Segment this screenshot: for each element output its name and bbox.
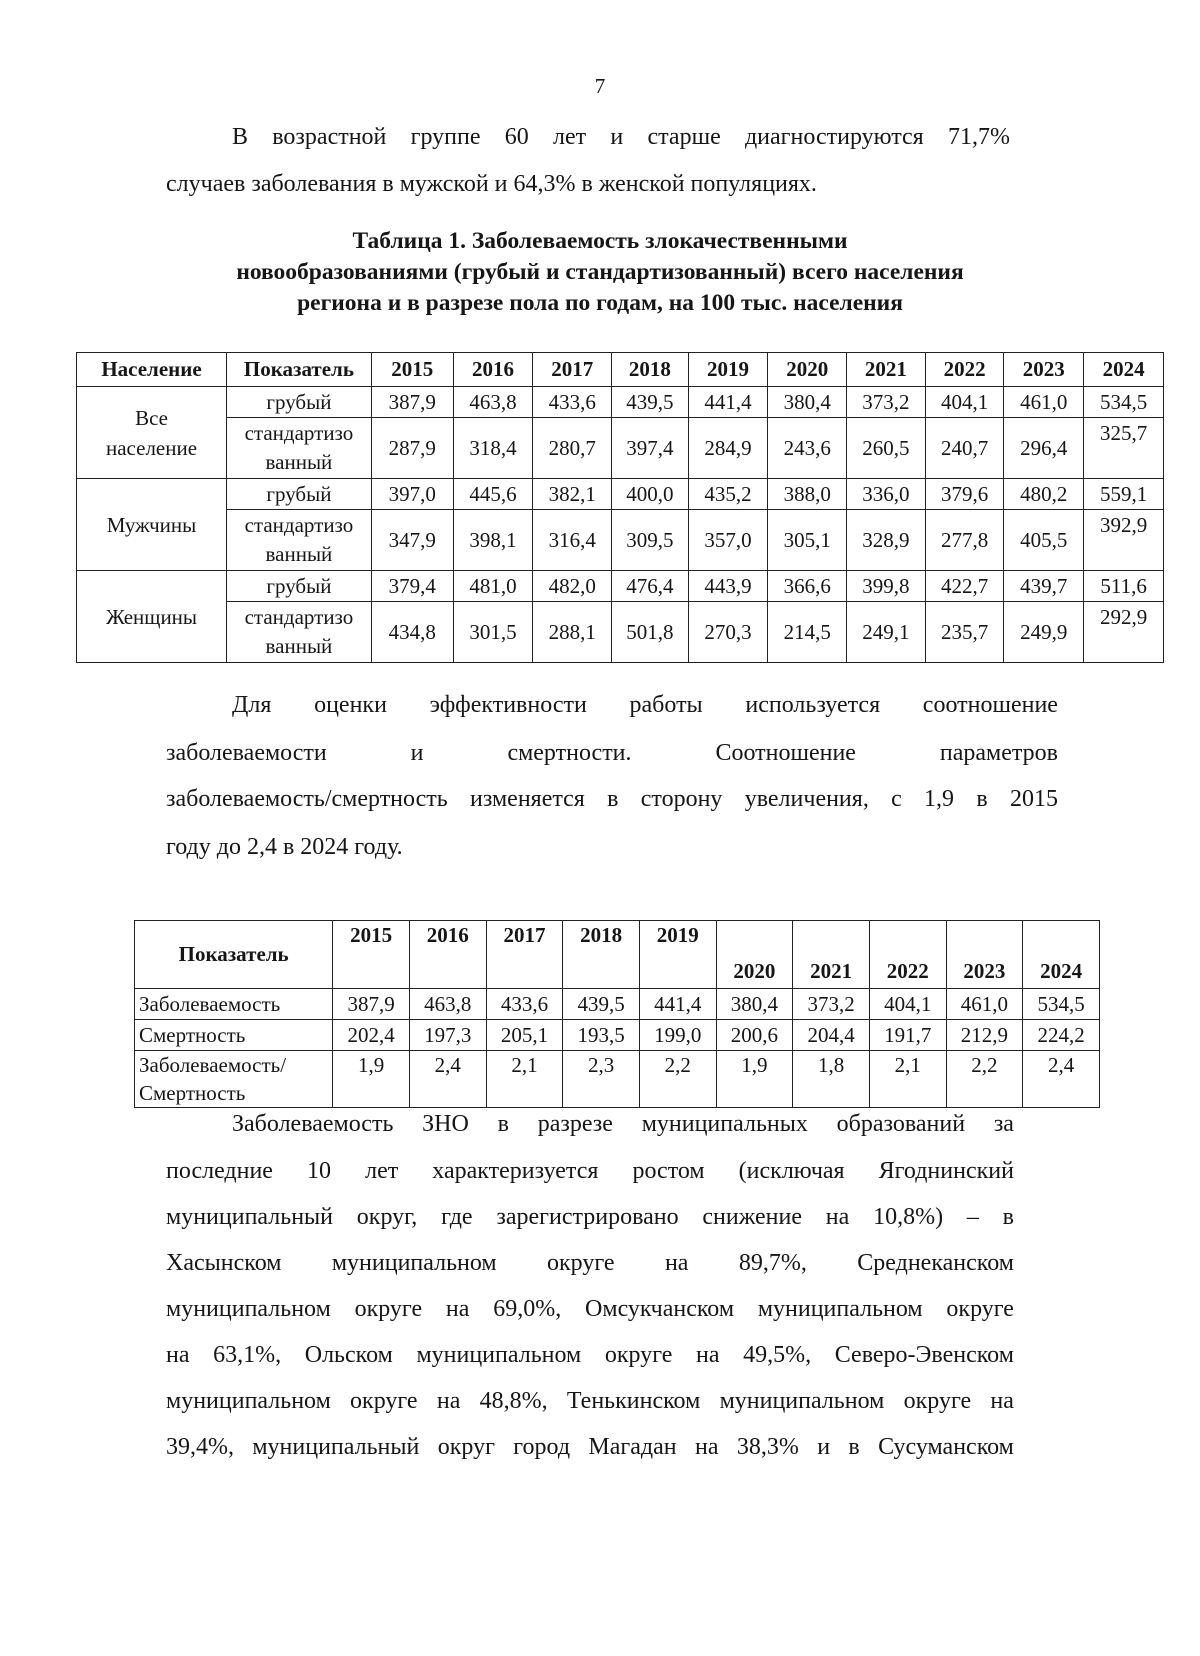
- value-cell: 277,8: [925, 510, 1004, 571]
- paragraph-ratio: [232, 692, 1058, 719]
- value-cell: 325,7: [1084, 418, 1164, 479]
- para3-line-words: [166, 1388, 1014, 1415]
- word: заболеваемости: [166, 740, 327, 766]
- value-cell: 463,8: [409, 989, 486, 1020]
- value-cell: 197,3: [409, 1020, 486, 1051]
- word: смертности.: [507, 740, 632, 766]
- para3-line: [166, 1296, 1014, 1323]
- word: 49,5%,: [743, 1342, 812, 1368]
- value-cell: 480,2: [1004, 479, 1084, 510]
- population-label-line: Мужчины: [106, 512, 197, 537]
- value-cell: 434,8: [371, 602, 453, 663]
- value-cell: 212,9: [946, 1020, 1023, 1051]
- value-cell: 2,4: [1023, 1051, 1100, 1108]
- word: В: [232, 124, 249, 150]
- word: старше: [647, 124, 721, 150]
- header-cell: 2016: [409, 921, 486, 989]
- header-cell: Показатель: [135, 921, 333, 989]
- header-cell: Показатель: [227, 353, 372, 387]
- word: используется: [745, 692, 881, 718]
- word: Среднеканском: [857, 1250, 1014, 1276]
- value-cell: 287,9: [371, 418, 453, 479]
- para2-line-4: году до 2,4 в 2024 году.: [166, 834, 403, 860]
- word: лет: [553, 124, 587, 150]
- word: –: [966, 1204, 979, 1230]
- word: Омсукчанском: [585, 1296, 735, 1322]
- value-cell: 2,1: [869, 1051, 946, 1108]
- value-cell: 235,7: [925, 602, 1004, 663]
- table1-header-row: [77, 353, 1164, 387]
- word: город: [513, 1434, 571, 1460]
- word: Заболеваемость: [232, 1111, 394, 1137]
- table1-title-line-2: новообразованиями (грубый и стандартизованный) всего населения: [236, 259, 964, 285]
- indicator-cell: [227, 510, 372, 571]
- word: 39,4%,: [166, 1434, 234, 1460]
- value-cell: 398,1: [453, 510, 533, 571]
- value-cell: 388,0: [768, 479, 847, 510]
- word: группе: [410, 124, 481, 150]
- word: параметров: [939, 740, 1058, 766]
- word: округе: [350, 1388, 418, 1414]
- word: Сусуманском: [878, 1434, 1014, 1460]
- value-cell: 243,6: [768, 418, 847, 479]
- word: работы: [629, 692, 703, 718]
- word: последние: [166, 1158, 273, 1184]
- word: увеличения,: [744, 786, 869, 812]
- word: соотношение: [922, 692, 1058, 718]
- word: сторону: [640, 786, 723, 812]
- value-cell: 288,1: [533, 602, 612, 663]
- table-row: [77, 387, 1164, 418]
- table-row: [77, 479, 1164, 510]
- word: в: [607, 786, 619, 812]
- header-cell: 2022: [869, 921, 946, 989]
- table1-title-line-1: Таблица 1. Заболеваемость злокачественными: [352, 228, 848, 254]
- header-cell: 2020: [716, 921, 793, 989]
- word: (исключая: [738, 1158, 845, 1184]
- value-cell: 387,9: [333, 989, 410, 1020]
- row-label-line: Смертность: [139, 1081, 246, 1105]
- para3-line: [166, 1388, 1014, 1415]
- header-cell: 2023: [1004, 353, 1084, 387]
- value-cell: 435,2: [688, 479, 768, 510]
- value-cell: 441,4: [688, 387, 768, 418]
- para3-line: [166, 1204, 1014, 1231]
- value-cell: 439,5: [563, 989, 640, 1020]
- value-cell: 193,5: [563, 1020, 640, 1051]
- word: в: [1002, 1204, 1014, 1230]
- header-cell: Население: [77, 353, 227, 387]
- value-cell: 199,0: [639, 1020, 716, 1051]
- value-cell: 443,9: [688, 571, 768, 602]
- word: 10: [307, 1158, 332, 1184]
- value-cell: 357,0: [688, 510, 768, 571]
- value-cell: 397,0: [371, 479, 453, 510]
- word: зарегистрировано: [496, 1204, 679, 1230]
- word: эффективности: [429, 692, 587, 718]
- indicator-line: ванный: [265, 542, 333, 566]
- value-cell: 2,1: [486, 1051, 563, 1108]
- value-cell: 191,7: [869, 1020, 946, 1051]
- value-cell: 433,6: [486, 989, 563, 1020]
- para3-line-words: [166, 1250, 1014, 1277]
- word: 38,3%: [736, 1434, 799, 1460]
- word: в: [848, 1434, 860, 1460]
- word: диагностируются: [744, 124, 924, 150]
- value-cell: 280,7: [533, 418, 612, 479]
- word: муниципальный: [252, 1434, 420, 1460]
- word: 10,8%): [873, 1204, 944, 1230]
- population-label-line: Женщины: [105, 604, 198, 629]
- table-row: [135, 1020, 1100, 1051]
- value-cell: 476,4: [612, 571, 689, 602]
- word: заболеваемость/смертность: [166, 786, 448, 812]
- value-cell: 387,9: [371, 387, 453, 418]
- value-cell: 205,1: [486, 1020, 563, 1051]
- word: муниципальных: [641, 1111, 808, 1137]
- row-label: Заболеваемость: [135, 989, 333, 1020]
- word: оценки: [314, 692, 387, 718]
- header-cell: 2015: [333, 921, 410, 989]
- value-cell: 439,7: [1004, 571, 1084, 602]
- value-cell: 441,4: [639, 989, 716, 1020]
- para3-line: [166, 1342, 1014, 1369]
- header-cell: 2018: [563, 921, 640, 989]
- word: Северо-Эвенском: [834, 1342, 1014, 1368]
- row-label: [135, 1051, 333, 1108]
- value-cell: 379,4: [371, 571, 453, 602]
- value-cell: 2,3: [563, 1051, 640, 1108]
- value-cell: 382,1: [533, 479, 612, 510]
- word: снижение: [702, 1204, 803, 1230]
- para3-line-words: [166, 1158, 1014, 1185]
- word: где: [441, 1204, 473, 1230]
- value-cell: 318,4: [453, 418, 533, 479]
- row-label-line: Заболеваемость/: [139, 1053, 287, 1077]
- word: изменяется: [470, 786, 585, 812]
- word: и: [610, 124, 624, 150]
- value-cell: 1,8: [793, 1051, 870, 1108]
- value-cell: 200,6: [716, 1020, 793, 1051]
- value-cell: 296,4: [1004, 418, 1084, 479]
- value-cell: 461,0: [1004, 387, 1084, 418]
- value-cell: 2,4: [409, 1051, 486, 1108]
- value-cell: 405,5: [1004, 510, 1084, 571]
- value-cell: 292,9: [1084, 602, 1164, 663]
- value-cell: 397,4: [612, 418, 689, 479]
- table-row: [77, 418, 1164, 479]
- value-cell: 301,5: [453, 602, 533, 663]
- value-cell: 305,1: [768, 510, 847, 571]
- value-cell: 373,2: [847, 387, 926, 418]
- value-cell: 202,4: [333, 1020, 410, 1051]
- table-row: [135, 989, 1100, 1020]
- para3-line-words: [166, 1296, 1014, 1323]
- para2-line-1: [232, 692, 1058, 719]
- table2-header-row: [135, 921, 1100, 989]
- value-cell: 204,4: [793, 1020, 870, 1051]
- table1-title: [150, 226, 1050, 319]
- value-cell: 224,2: [1023, 1020, 1100, 1051]
- para1-line-1: [232, 124, 1010, 151]
- row-label: Смертность: [135, 1020, 333, 1051]
- word: муниципальном: [757, 1296, 923, 1322]
- value-cell: 309,5: [612, 510, 689, 571]
- word: округ: [437, 1434, 495, 1460]
- value-cell: 2,2: [946, 1051, 1023, 1108]
- header-cell: 2021: [847, 353, 926, 387]
- indicator-cell: [227, 602, 372, 663]
- word: на: [990, 1388, 1014, 1414]
- word: 69,0%,: [493, 1296, 562, 1322]
- word: округе: [547, 1250, 615, 1276]
- word: за: [993, 1111, 1014, 1137]
- word: ЗНО: [422, 1111, 469, 1137]
- word: Хасынском: [166, 1250, 282, 1276]
- value-cell: 336,0: [847, 479, 926, 510]
- word: Для: [232, 692, 272, 718]
- table1-title-line-3: региона и в разрезе пола по годам, на 100 тыс. населения: [297, 290, 903, 316]
- header-cell: 2022: [925, 353, 1004, 387]
- word: округ,: [356, 1204, 418, 1230]
- word: 48,8%,: [479, 1388, 548, 1414]
- word: возрастной: [272, 124, 387, 150]
- value-cell: 214,5: [768, 602, 847, 663]
- value-cell: 404,1: [869, 989, 946, 1020]
- value-cell: 534,5: [1084, 387, 1164, 418]
- para3-line-words: [166, 1342, 1014, 1369]
- value-cell: 501,8: [612, 602, 689, 663]
- value-cell: 422,7: [925, 571, 1004, 602]
- ratio-table: [134, 920, 1100, 1108]
- value-cell: 240,7: [925, 418, 1004, 479]
- word: на: [694, 1434, 719, 1460]
- word: 71,7%: [947, 124, 1010, 150]
- value-cell: 284,9: [688, 418, 768, 479]
- word: 63,1%,: [213, 1342, 282, 1368]
- indicator-cell: грубый: [227, 387, 372, 418]
- para3-line: [166, 1434, 1014, 1461]
- word: на: [664, 1250, 689, 1276]
- table-row: [77, 571, 1164, 602]
- word: 89,7%,: [738, 1250, 807, 1276]
- header-cell: 2016: [453, 353, 533, 387]
- value-cell: 1,9: [716, 1051, 793, 1108]
- value-cell: 559,1: [1084, 479, 1164, 510]
- word: муниципальном: [166, 1388, 331, 1414]
- value-cell: 1,9: [333, 1051, 410, 1108]
- word: округе: [354, 1296, 423, 1322]
- header-cell: 2018: [612, 353, 689, 387]
- para2-line-2: [166, 740, 1058, 767]
- word: Тенькинском: [566, 1388, 701, 1414]
- table-row: [135, 1051, 1100, 1108]
- para1-line-2: случаев заболевания в мужской и 64,3% в женской популяциях.: [166, 171, 817, 197]
- value-cell: 260,5: [847, 418, 926, 479]
- value-cell: 270,3: [688, 602, 768, 663]
- header-cell: 2024: [1084, 353, 1164, 387]
- word: образований: [836, 1111, 966, 1137]
- value-cell: 316,4: [533, 510, 612, 571]
- indicator-line: стандартизо: [244, 605, 354, 629]
- value-cell: 373,2: [793, 989, 870, 1020]
- word: на: [696, 1342, 720, 1368]
- value-cell: 482,0: [533, 571, 612, 602]
- word: в: [497, 1111, 509, 1137]
- header-cell: 2019: [639, 921, 716, 989]
- indicator-line: ванный: [265, 634, 333, 658]
- value-cell: 392,9: [1084, 510, 1164, 571]
- word: Магадан: [588, 1434, 677, 1460]
- para2-line-3: [166, 786, 1058, 813]
- value-cell: 249,1: [847, 602, 926, 663]
- word: округе: [604, 1342, 673, 1368]
- value-cell: 379,6: [925, 479, 1004, 510]
- value-cell: 463,8: [453, 387, 533, 418]
- value-cell: 404,1: [925, 387, 1004, 418]
- page-number: 7: [594, 74, 606, 98]
- word: на: [445, 1296, 470, 1322]
- word: Ольском: [304, 1342, 393, 1368]
- population-cell: [77, 387, 227, 479]
- value-cell: 366,6: [768, 571, 847, 602]
- value-cell: 249,9: [1004, 602, 1084, 663]
- word: характеризуется: [432, 1158, 599, 1184]
- para3-line-words: [166, 1204, 1014, 1231]
- word: на: [436, 1388, 461, 1414]
- population-label-line: Все: [135, 405, 168, 430]
- value-cell: 481,0: [453, 571, 533, 602]
- indicator-cell: [227, 418, 372, 479]
- header-cell: 2017: [486, 921, 563, 989]
- para3-line: [166, 1250, 1014, 1277]
- value-cell: 399,8: [847, 571, 926, 602]
- word: с: [891, 786, 902, 812]
- indicator-line: ванный: [265, 450, 333, 474]
- word: округе: [903, 1388, 972, 1414]
- word: в: [976, 786, 988, 812]
- paragraph-age-group: [232, 124, 1010, 151]
- value-cell: 400,0: [612, 479, 689, 510]
- word: 2015: [1009, 786, 1058, 812]
- value-cell: 461,0: [946, 989, 1023, 1020]
- word: на: [166, 1342, 190, 1368]
- word: ростом: [632, 1158, 705, 1184]
- word: округе: [946, 1296, 1014, 1322]
- word: муниципальном: [719, 1388, 885, 1414]
- indicator-cell: грубый: [227, 479, 372, 510]
- header-cell: 2019: [688, 353, 768, 387]
- header-cell: 2024: [1023, 921, 1100, 989]
- para2-line-2-wrap: [166, 740, 1058, 767]
- indicator-line: стандартизо: [244, 513, 354, 537]
- value-cell: 380,4: [716, 989, 793, 1020]
- population-cell: [77, 571, 227, 663]
- value-cell: 2,2: [639, 1051, 716, 1108]
- word: Ягоднинский: [878, 1158, 1014, 1184]
- word: на: [825, 1204, 850, 1230]
- header-cell: 2023: [946, 921, 1023, 989]
- value-cell: 445,6: [453, 479, 533, 510]
- incidence-table: [76, 352, 1164, 663]
- value-cell: 347,9: [371, 510, 453, 571]
- value-cell: 511,6: [1084, 571, 1164, 602]
- para2-line-3-wrap: [166, 786, 1058, 813]
- para3-line-words: [232, 1111, 1014, 1138]
- population-label-line: население: [105, 435, 198, 460]
- value-cell: 433,6: [533, 387, 612, 418]
- value-cell: 439,5: [612, 387, 689, 418]
- word: 1,9: [924, 786, 955, 812]
- indicator-line: стандартизо: [244, 421, 354, 445]
- word: муниципальном: [416, 1342, 582, 1368]
- word: разрезе: [537, 1111, 613, 1137]
- value-cell: 534,5: [1023, 989, 1100, 1020]
- word: и: [410, 740, 424, 766]
- word: лет: [365, 1158, 399, 1184]
- header-cell: 2020: [768, 353, 847, 387]
- para3-line: [232, 1111, 1014, 1138]
- word: 60: [504, 124, 529, 150]
- table-row: [77, 602, 1164, 663]
- value-cell: 380,4: [768, 387, 847, 418]
- word: муниципальный: [166, 1204, 334, 1230]
- header-cell: 2017: [533, 353, 612, 387]
- value-cell: 328,9: [847, 510, 926, 571]
- population-cell: [77, 479, 227, 571]
- word: муниципальном: [331, 1250, 497, 1276]
- para3-line: [166, 1158, 1014, 1185]
- word: Соотношение: [715, 740, 856, 766]
- table-row: [77, 510, 1164, 571]
- word: муниципальном: [166, 1296, 331, 1322]
- para3-line-words: [166, 1434, 1014, 1461]
- word: и: [817, 1434, 831, 1460]
- header-cell: 2015: [371, 353, 453, 387]
- header-cell: 2021: [793, 921, 870, 989]
- indicator-cell: грубый: [227, 571, 372, 602]
